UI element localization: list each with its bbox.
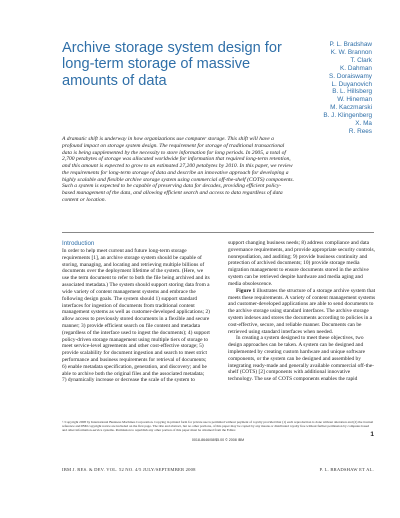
author-name: R. Rees: [348, 127, 372, 135]
figure-reference[interactable]: Figure 1: [236, 287, 256, 294]
body-paragraph: In order to help meet current and future long-term storage requirements [1], an archive storage system should be capable of storing, managing, and locating and retrieving multiple billions of documents over the deployment lifetime of the system. (Here, we use the term document to refer to both the file being archived and its associated metadata.) The system should support storing data from a wide variety of content management systems and embrace the following design goals. The system should 1) support standard interfaces for ingestion of documents from traditional content management systems as well as customer-developed applications; 2) allow access to previously stored documents in a flexible and secure manner; 3) provide efficient search on file content and metadata (regardless of the interface used to ingest the documents); 4) support policy-driven storage management using multiple tiers of storage to meet service-level agreements and other cost-effective storage; 5) provide scalability for document ingestion and search to meet strict performance and business requirements for retrieval of documents; 6) enable metadata specification, generation, and discovery; and be able to archive both the original files and the associated metadata; 7) dynamically increase or decrease the scale of the system to: [62, 248, 210, 384]
divider: [62, 232, 374, 233]
author-name: T. Clark: [350, 56, 372, 64]
author-footer: P. L. BRADSHAW ET AL.: [319, 467, 374, 472]
author-name: L. Duyanovich: [331, 80, 372, 88]
author-name: K. W. Brannon: [330, 48, 372, 56]
section-heading: Introduction: [62, 240, 95, 247]
author-name: M. Kaczmarski: [330, 104, 372, 112]
author-name: P. L. Bradshaw: [329, 41, 372, 48]
body-paragraph: support changing business needs; 8) address compliance and data governance requirements, and provide appropriate security controls, nonrepudiation, and auditing; 9) provide business continuity and protection of archived documents; 10) provide storage media migration management to ensure documents stored in the archive system can be retrieved despite hardware and media aging and media obsolescence.: [228, 240, 375, 287]
body-column-right: [228, 240, 376, 383]
author-list: [262, 41, 372, 136]
copyright-notice: ©Copyright 2008 by International Business Machines Corporation. Copying in printed form for private use is permitted without payment of royalty provided that (1) each reproduction is done without alteration and (2) the Journal reference and IBM copyright notice are included on the first page. The title and abstract, but no other portions, of this paper may be copied by any means or distributed royalty free without further permission by computer-based and other information-service systems. Permission to republish any other portion of this paper must be obtained from the Editor.: [62, 420, 374, 432]
paragraph-text: illustrates the structure of a storage archive system that meets these requirements. A variety of content management systems and customer-developed applications are able to send documents to the archive storage using standard interfaces. The archive storage system indexes and stores the documents according to policies in a cost-effective, secure, and reliable manner. Documents can be retrieved using standard interfaces when needed.: [228, 287, 376, 335]
abstract: A dramatic shift is underway in how organizations use computer storage. This shift will have a profound impact on storage system design. The requirement for storage of traditional transactional data is being supplemented by the necessity to store information for long periods. In 2005, a total of 2,700 petabytes of storage was allocated worldwide for information that required long-term retention, and this amount is expected to grow to an estimated 27,200 petabytes by 2010. In this paper, we review the requirements for long-term storage of data and describe an innovative approach for developing a highly scalable and flexible archive storage system using commercial off-the-shelf (COTS) components. Such a system is expected to be capable of preserving data for decades, providing efficient policy-based management of the data, and allowing efficient search and access to data regardless of data content or location.: [62, 136, 294, 203]
issn-line: 0018-8646/08/$5.00 © 2008 IBM: [191, 438, 245, 442]
body-column-left: [62, 240, 210, 384]
author-name: X. Ma: [355, 120, 372, 128]
author-name: K. Dahman: [340, 64, 372, 72]
author-name: W. Hineman: [337, 96, 372, 104]
page-number: 1: [370, 431, 374, 438]
body-paragraph: In creating a system designed to meet these objectives, two design approaches can be taken. A system can be designed and implemented by creating custom hardware and unique software components, or the system can be designed and assembled by integrating ready-made and generally available commercial off-the-shelf (COTS) [2] components with additional innovative technology. The use of COTS components enables the rapid: [228, 335, 374, 383]
body-paragraph: [228, 288, 376, 336]
author-name: B. L. Hillsberg: [332, 88, 372, 96]
author-name: B. J. Klingenberg: [323, 112, 372, 120]
author-name: S. Doraiswamy: [329, 72, 372, 80]
article-title: Archive storage system design for long-term storage of massive amounts of data: [62, 40, 282, 89]
journal-footer: IBM J. RES. & DEV. VOL. 52 NO. 4/5 JULY/SEPTEMBER 2008: [62, 467, 196, 472]
